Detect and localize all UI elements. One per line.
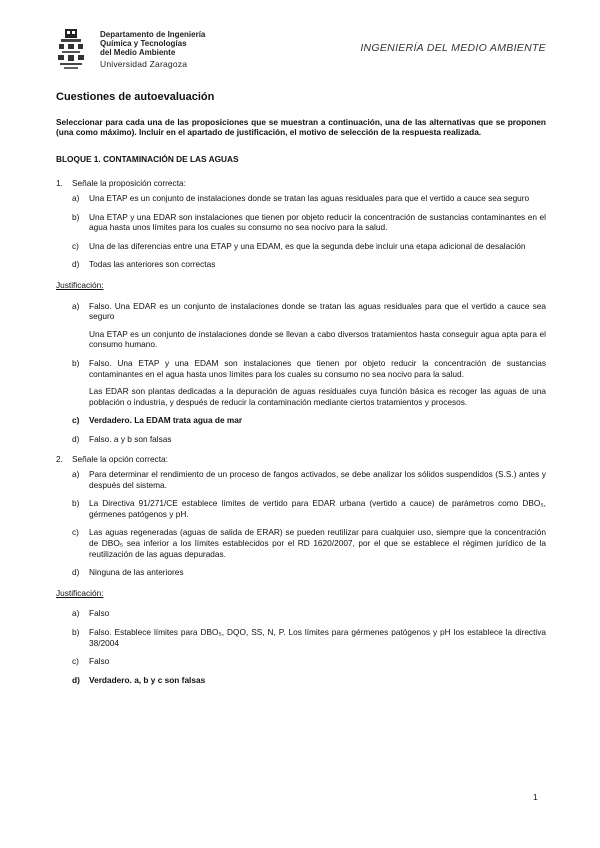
dept-line: del Medio Ambiente bbox=[100, 48, 176, 57]
justification-item bbox=[56, 608, 546, 619]
justification-text: Falso. a y b son falsas bbox=[89, 433, 172, 444]
option-label: b) bbox=[72, 357, 80, 368]
justification-text: Verdadero. a, b y c son falsas bbox=[89, 674, 206, 685]
option-label: a) bbox=[72, 300, 80, 311]
option-label: b) bbox=[72, 211, 80, 222]
justification-text: Verdadero. La EDAM trata agua de mar bbox=[89, 415, 243, 426]
justification-text: Falso bbox=[89, 608, 110, 619]
question-prompt bbox=[56, 178, 546, 189]
option-label: d) bbox=[72, 567, 80, 578]
justification-item-correct bbox=[56, 675, 546, 686]
justification-heading: Justificación: bbox=[56, 587, 104, 598]
option-label: a) bbox=[72, 608, 80, 619]
justification-list bbox=[56, 301, 546, 445]
justification-text: Las EDAR son plantas dedicadas a la depuración de aguas residuales cuya función básica es recoger las aguas de una población o industria, y después de reducir la contaminación mediante ciertos tratamientos y procesos. bbox=[89, 386, 546, 407]
option bbox=[56, 193, 546, 204]
instructions: Seleccionar para cada una de las proposiciones que se muestran a continuación, una de las alternativas que se proponen (una como máximo). Incluir en el apartado de justificación, el motivo de selección de la respuesta realizada. bbox=[56, 116, 546, 138]
dept-line: Química y Tecnologías bbox=[100, 39, 187, 48]
option-label: a) bbox=[72, 469, 80, 480]
question-text: Señale la opción correcta: bbox=[72, 454, 168, 465]
document-body bbox=[56, 92, 546, 695]
option bbox=[56, 498, 546, 519]
question-options bbox=[56, 469, 546, 578]
option-text: Una ETAP y una EDAR son instalaciones que tienen por objeto reducir la concentración de sustancias contaminantes en el agua hasta unos límites para los cuales su consumo no sea nocivo para la salud. bbox=[89, 211, 546, 233]
department-name bbox=[100, 30, 205, 57]
option-label: d) bbox=[72, 674, 80, 685]
university-logo bbox=[56, 28, 86, 70]
section-title: Cuestiones de autoevaluación bbox=[56, 91, 215, 103]
option bbox=[56, 259, 546, 270]
justification-heading: Justificación: bbox=[56, 279, 104, 290]
option-text: Todas las anteriores son correctas bbox=[89, 259, 216, 270]
option-text: Una ETAP es un conjunto de instalaciones donde se tratan las aguas residuales para que el vertido a cauce sea seguro bbox=[89, 192, 530, 203]
option-label: c) bbox=[72, 527, 79, 538]
question-options bbox=[56, 193, 546, 270]
option bbox=[56, 527, 546, 559]
justification-item bbox=[56, 358, 546, 407]
justification-item bbox=[56, 656, 546, 667]
option-label: b) bbox=[72, 498, 80, 509]
option-label: c) bbox=[72, 415, 80, 426]
option bbox=[56, 241, 546, 252]
option-text: Para determinar el rendimiento de un proceso de fangos activados, se debe analizar los sólidos suspendidos (S.S.) antes y después del sistema. bbox=[89, 469, 546, 490]
option-text: Ninguna de las anteriores bbox=[89, 567, 184, 578]
justification-item-correct bbox=[56, 415, 546, 426]
option-label: d) bbox=[72, 259, 80, 270]
option-text: La Directiva 91/271/CE establece límites de vertido para EDAR urbana (vertido a cauce) de parámetros como DBO₅, gérmenes patógenos y pH. bbox=[89, 498, 546, 519]
option-label: c) bbox=[72, 656, 79, 667]
page-header bbox=[56, 26, 546, 78]
block-heading: BLOQUE 1. CONTAMINACIÓN DE LAS AGUAS bbox=[56, 153, 239, 164]
justification-text: Falso. Establece límites para DBO₅, DQO, SS, N, P. Los límites para gérmenes patógenos y pH los establece la directiva 38/2004 bbox=[89, 627, 546, 648]
option-text: Las aguas regeneradas (aguas de salida de ERAR) se pueden reutilizar para cualquier uso, siempre que la concentración de DBO₅ sea inferior a los límites establecidos por el RD 1620/2007, por el que se establece el régimen jurídico de la reutilización de las aguas depuradas. bbox=[89, 527, 546, 559]
option-label: a) bbox=[72, 192, 80, 203]
question-prompt bbox=[56, 454, 546, 465]
dept-line: Departamento de Ingeniería bbox=[100, 30, 206, 39]
university-name: Universidad Zaragoza bbox=[100, 59, 188, 69]
question-number: 1. bbox=[56, 178, 63, 189]
option bbox=[56, 469, 546, 490]
option-label: c) bbox=[72, 240, 79, 251]
option-label: b) bbox=[72, 627, 80, 637]
justification-text: Falso. Una EDAR es un conjunto de instalaciones donde se tratan las aguas residuales para que el vertido a cauce sea seguro bbox=[89, 300, 546, 322]
header-title: INGENIERÍA DEL MEDIO AMBIENTE bbox=[360, 42, 546, 54]
option-label: d) bbox=[72, 433, 80, 444]
option bbox=[56, 567, 546, 578]
justification-text: Una ETAP es un conjunto de instalaciones donde se llevan a cabo diversos tratamientos hasta conseguir agua apta para el consumo humano. bbox=[89, 328, 546, 350]
page-number: 1 bbox=[533, 792, 538, 802]
question-number: 2. bbox=[56, 454, 63, 465]
justification-text: Falso. Una ETAP y una EDAM son instalaciones que tienen por objeto reducir la concentración de sustancias contaminantes en el agua hasta unos límites para los cuales su consumo no sea nocivo para la salud. bbox=[89, 357, 546, 379]
option bbox=[56, 212, 546, 233]
question-text: Señale la proposición correcta: bbox=[72, 178, 186, 189]
justification-list bbox=[56, 608, 546, 685]
option-text: Una de las diferencias entre una ETAP y una EDAM, es que la segunda debe incluir una etapa adicional de desalación bbox=[89, 240, 526, 251]
justification-text: Falso bbox=[89, 656, 110, 667]
justification-item bbox=[56, 434, 546, 445]
justification-item bbox=[56, 627, 546, 648]
justification-item bbox=[56, 301, 546, 350]
